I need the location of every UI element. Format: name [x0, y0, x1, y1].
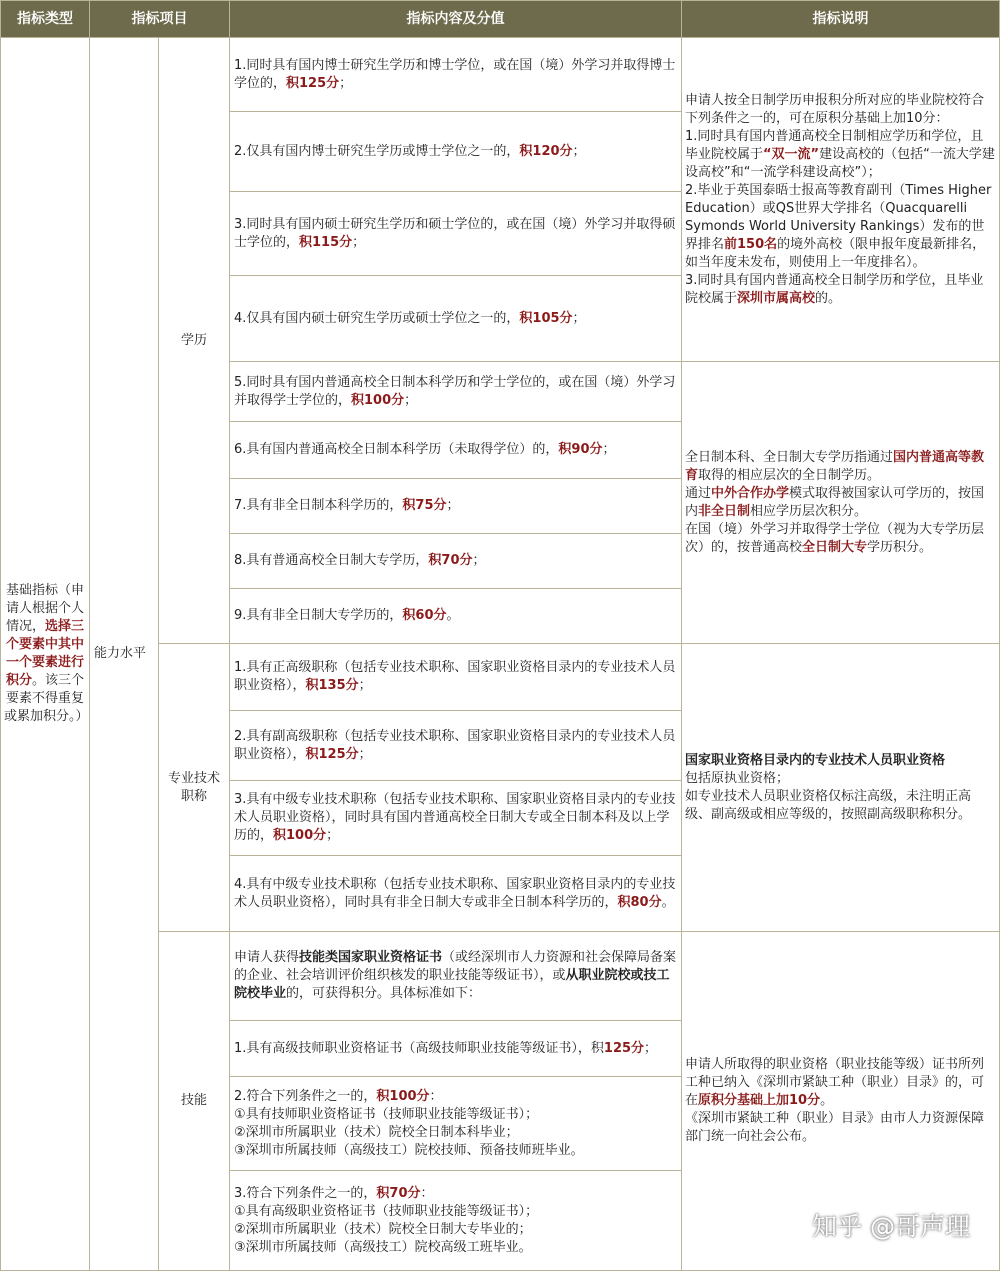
- skill-item: 3.符合下列条件之一的，积70分： ①具有高级职业资格证书（技师职业技能等级证书）； ②深圳市所属职业（技术）院校全日制大专毕业的； ③深圳市所属技师（高级技工）院校高级工班毕业。: [229, 1170, 682, 1271]
- note-professional-title: 国家职业资格目录内的专业技术人员职业资格 包括原执业资格； 如专业技术人员职业资格仅标注高级，未注明正高级、副高级或相应等级的，按照副高级职称积分。: [681, 643, 1000, 932]
- note-education-definition: 全日制本科、全日制大专学历指通过国内普通高等教育取得的相应层次的全日制学历。 通过中外合作办学模式取得被国家认可学历的，按国内非全日制相应学历层次积分。 在国（境）外学习并取得学士学位（视为大专学历层次）的，按普通高校全日制大专学历积分。: [681, 361, 1000, 644]
- education-item: 1.同时具有国内博士研究生学历和博士学位，或在国（境）外学习并取得博士学位的，积125分；: [229, 37, 682, 112]
- education-item: 2.仅具有国内博士研究生学历或博士学位之一的，积120分；: [229, 111, 682, 192]
- education-item: 6.具有国内普通高校全日制本科学历（未取得学位）的，积90分；: [229, 421, 682, 479]
- header-project: 指标项目: [89, 0, 230, 38]
- header-notes: 指标说明: [681, 0, 1000, 38]
- title-item: 2.具有副高级职称（包括专业技术职称、国家职业资格目录内的专业技术人员职业资格），积125分；: [229, 710, 682, 781]
- note-education-bonus: 申请人按全日制学历申报积分所对应的毕业院校符合下列条件之一的，可在原积分基础上加10分： 1.同时具有国内普通高校全日制相应学历和学位，且毕业院校属于“双一流”建设高校的（包括“一流大学建设高校”和“一流学科建设高校”）； 2.毕业于英国泰晤士报高等教育副刊（Times Higher Education）或QS世界大学排名（Quacquarelli Symonds World University Rankings）发布的世界排名前150名的境外高校（限申报年度最新排名，如当年度未发布，则使用上一年度排名）。 3.同时具有国内普通高校全日制学历和学位，且毕业院校属于深圳市属高校的。: [681, 37, 1000, 362]
- category-cell: [0, 37, 90, 1271]
- title-item: 3.具有中级专业技术职称（包括专业技术职称、国家职业资格目录内的专业技术人员职业资格），同时具有国内普通高校全日制大专或全日制本科及以上学历的，积100分；: [229, 780, 682, 856]
- title-item: 1.具有正高级职称（包括专业技术职称、国家职业资格目录内的专业技术人员职业资格），积135分；: [229, 643, 682, 711]
- education-item: 8.具有普通高校全日制大专学历，积70分；: [229, 533, 682, 589]
- education-item: 5.同时具有国内普通高校全日制本科学历和学士学位的，或在国（境）外学习并取得学士学位的，积100分；: [229, 361, 682, 422]
- project-cell: [89, 37, 159, 1271]
- section-professional-title: 专业技术职称: [158, 643, 230, 932]
- header-content: 指标内容及分值: [229, 0, 682, 38]
- project-label: 能力水平: [94, 646, 147, 661]
- education-item: 4.仅具有国内硕士研究生学历或硕士学位之一的，积105分；: [229, 275, 682, 362]
- education-item: 9.具有非全日制大专学历的，积60分。: [229, 588, 682, 644]
- section-skill: 技能: [158, 931, 230, 1271]
- skill-item: 2.符合下列条件之一的，积100分： ①具有技师职业资格证书（技师职业技能等级证书）； ②深圳市所属职业（技术）院校全日制本科毕业； ③深圳市所属技师（高级技工）院校技师、预备技师班毕业。: [229, 1076, 682, 1171]
- skill-item: 1.具有高级技师职业资格证书（高级技师职业技能等级证书），积125分；: [229, 1020, 682, 1077]
- skill-intro: 申请人获得技能类国家职业资格证书（或经深圳市人力资源和社会保障局备案的企业、社会培训评价组织核发的职业技能等级证书），或从职业院校或技工院校毕业的，可获得积分。具体标准如下：: [229, 931, 682, 1021]
- category-text: 基础指标（申请人根据个人情况，选择三个要素中其中一个要素进行积分。该三个要素不得重复或累加积分。）: [4, 583, 89, 724]
- title-item: 4.具有中级专业技术职称（包括专业技术职称、国家职业资格目录内的专业技术人员职业资格），同时具有非全日制大专或非全日制本科学历的，积80分。: [229, 855, 682, 932]
- note-skill: 申请人所取得的职业资格（职业技能等级）证书所列工种已纳入《深圳市紧缺工种（职业）目录》的，可在原积分基础上加10分。 《深圳市紧缺工种（职业）目录》由市人力资源保障部门统一向社会公布。: [681, 931, 1000, 1271]
- section-education: 学历: [158, 37, 230, 644]
- watermark: 知乎 @哥声理: [812, 1212, 970, 1241]
- header-category: 指标类型: [0, 0, 90, 38]
- education-item: 7.具有非全日制本科学历的，积75分；: [229, 478, 682, 534]
- education-item: 3.同时具有国内硕士研究生学历和硕士学位的，或在国（境）外学习并取得硕士学位的，积115分；: [229, 191, 682, 276]
